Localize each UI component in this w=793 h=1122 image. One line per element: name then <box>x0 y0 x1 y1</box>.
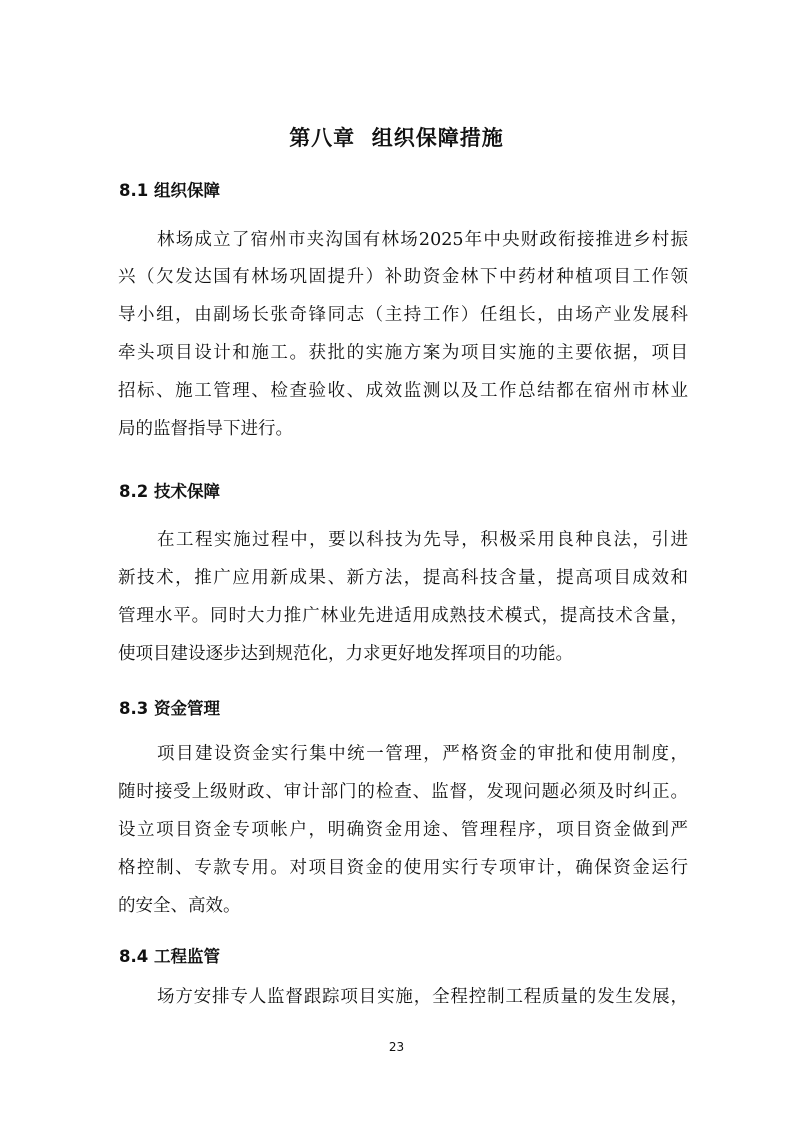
section-heading-8-3: 8.3 资金管理 <box>119 699 220 718</box>
paragraph-line: 的安全、高效。 <box>118 896 241 916</box>
paragraph-line: 新技术，推广应用新成果、新方法，提高科技含量，提高项目成效和 <box>118 568 688 588</box>
paragraph-line: 导小组，由副场长张奇锋同志（主持工作）任组长，由场产业发展科 <box>118 305 688 325</box>
paragraph-line: 设立项目资金专项帐户，明确资金用途、管理程序，项目资金做到严 <box>118 820 688 840</box>
paragraph-line: 牵头项目设计和施工。获批的实施方案为项目实施的主要依据，项目 <box>118 343 688 363</box>
paragraph-line: 使项目建设逐步达到规范化，力求更好地发挥项目的功能。 <box>118 644 573 664</box>
chapter-title: 第八章 组织保障措施 <box>289 126 504 150</box>
paragraph-line: 林场成立了宿州市夹沟国有林场2025年中央财政衔接推进乡村振 <box>157 230 688 250</box>
paragraph-line: 局的监督指导下进行。 <box>118 419 293 439</box>
paragraph-line: 项目建设资金实行集中统一管理，严格资金的审批和使用制度， <box>157 744 688 764</box>
section-heading-8-2: 8.2 技术保障 <box>119 482 220 501</box>
section-heading-8-1: 8.1 组织保障 <box>119 181 220 200</box>
paragraph-line: 随时接受上级财政、审计部门的检查、监督，发现问题必须及时纠正。 <box>118 782 688 802</box>
paragraph-line: 兴（欠发达国有林场巩固提升）补助资金林下中药材种植项目工作领 <box>118 267 688 287</box>
paragraph-line: 招标、施工管理、检查验收、成效监测以及工作总结都在宿州市林业 <box>118 381 688 401</box>
section-heading-8-4: 8.4 工程监管 <box>119 947 220 966</box>
paragraph-line: 场方安排专人监督跟踪项目实施，全程控制工程质量的发生发展， <box>157 987 688 1007</box>
paragraph-line: 在工程实施过程中，要以科技为先导，积极采用良种良法，引进 <box>157 530 688 550</box>
page-number: 23 <box>388 1040 405 1054</box>
paragraph-line: 格控制、专款专用。对项目资金的使用实行专项审计，确保资金运行 <box>118 858 688 878</box>
paragraph-line: 管理水平。同时大力推广林业先进适用成熟技术模式，提高技术含量， <box>118 606 688 626</box>
